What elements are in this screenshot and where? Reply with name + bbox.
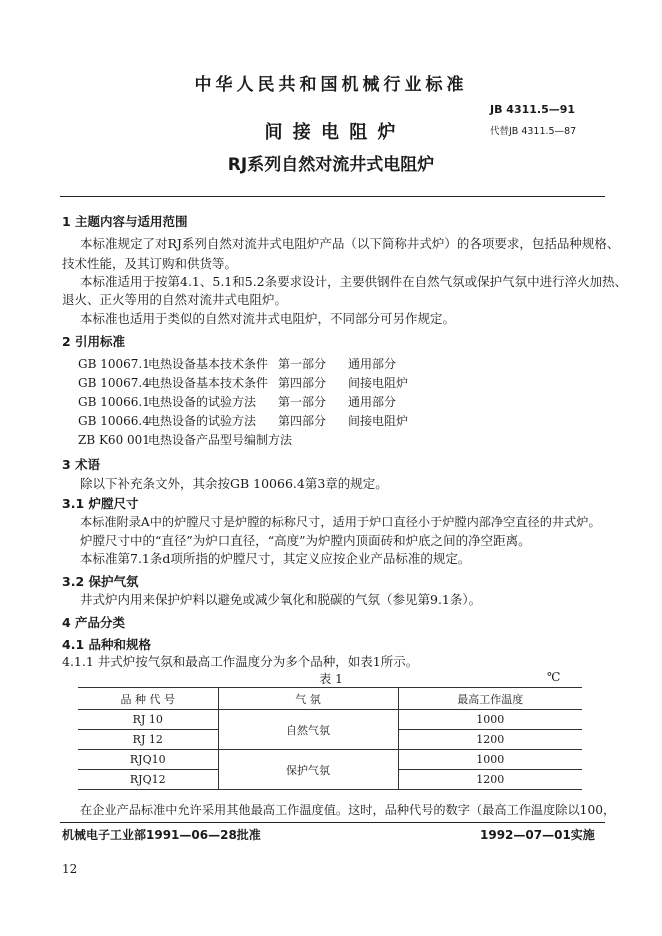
product-variety-table xyxy=(78,687,582,790)
implementation-date: 1992—07—01实施 xyxy=(480,828,595,842)
reference-name: 通用部分 xyxy=(348,357,397,371)
s1-paragraph-2b: 退火、正火等用的自然对流井式电阻炉。 xyxy=(62,292,288,307)
section-3-2-heading: 3.2 保护气氛 xyxy=(62,574,139,589)
page-number: 12 xyxy=(62,862,78,876)
max-temp: 1000 xyxy=(398,750,582,770)
reference-part: 第四部分 xyxy=(278,376,327,390)
s3-1-paragraph-3: 本标准第7.1条d项所指的炉膛尺寸，其定义应按企业产品标准的规定。 xyxy=(80,551,471,566)
section-3-1-heading: 3.1 炉膛尺寸 xyxy=(62,496,139,511)
reference-row xyxy=(78,393,396,410)
reference-part: 第一部分 xyxy=(278,395,327,409)
replaces-note: 代替JB 4311.5—87 xyxy=(490,126,577,137)
reference-row xyxy=(78,355,396,372)
max-temp: 1200 xyxy=(398,730,582,750)
reference-title: 电热设备基本技术条件 xyxy=(148,376,269,390)
reference-row xyxy=(78,431,292,448)
header-rule xyxy=(60,196,605,197)
reference-title: 电热设备基本技术条件 xyxy=(148,357,269,371)
reference-name: 通用部分 xyxy=(348,395,397,409)
s3-1-paragraph-2: 炉膛尺寸中的“直径”为炉口直径，“高度”为炉膛内顶面砖和炉底之间的净空距离。 xyxy=(80,533,531,548)
table-header-row xyxy=(78,688,582,710)
reference-part: 第一部分 xyxy=(278,357,327,371)
header-max-temp: 最高工作温度 xyxy=(398,688,582,710)
reference-title: 电热设备产品型号编制方法 xyxy=(148,433,293,447)
reference-code: ZB K60 001 xyxy=(78,433,150,447)
footer-rule xyxy=(60,822,605,823)
header-variety-code: 品 种 代 号 xyxy=(78,688,218,710)
document-title: 间 接 电 阻 炉 xyxy=(264,122,398,143)
header-atmosphere: 气 氛 xyxy=(218,688,398,710)
s3-paragraph: 除以下补充条文外，其余按GB 10066.4第3章的规定。 xyxy=(80,476,388,491)
variety-code: RJQ10 xyxy=(78,750,218,770)
s1-paragraph-1b: 技术性能，及其订购和供货等。 xyxy=(62,256,238,271)
s1-paragraph-2a: 本标准适用于按第4.1、5.1和5.2条要求设计，主要供钢件在自然气氛或保护气氛中进行淬火加热、 xyxy=(80,274,628,289)
atmosphere-cell: 自然气氛 xyxy=(218,710,398,750)
variety-code: RJQ12 xyxy=(78,770,218,790)
table-row xyxy=(78,750,582,770)
table-unit: ℃ xyxy=(547,670,561,684)
approval-note: 机械电子工业部1991—06—28批准 xyxy=(62,828,261,842)
reference-title: 电热设备的试验方法 xyxy=(148,395,257,409)
reference-name: 间接电阻炉 xyxy=(348,414,409,428)
standard-number: JB 4311.5—91 xyxy=(490,103,576,116)
max-temp: 1200 xyxy=(398,770,582,790)
document-subtitle: RJ系列自然对流井式电阻炉 xyxy=(227,155,435,175)
section-2-heading: 2 引用标准 xyxy=(62,334,126,349)
max-temp: 1000 xyxy=(398,710,582,730)
variety-code: RJ 12 xyxy=(78,730,218,750)
section-4-1-heading: 4.1 品种和规格 xyxy=(62,637,151,652)
reference-code: GB 10067.4 xyxy=(78,376,150,390)
section-4-heading: 4 产品分类 xyxy=(62,615,126,630)
table-caption: 表 1 xyxy=(319,672,343,686)
s1-paragraph-1a: 本标准规定了对RJ系列自然对流井式电阻炉产品（以下简称井式炉）的各项要求，包括品种规格、 xyxy=(80,236,620,251)
reference-name: 间接电阻炉 xyxy=(348,376,409,390)
atmosphere-cell: 保护气氛 xyxy=(218,750,398,790)
reference-row xyxy=(78,412,408,429)
reference-code: GB 10066.4 xyxy=(78,414,150,428)
s3-1-paragraph-1: 本标准附录A中的炉膛尺寸是炉膛的标称尺寸，适用于炉口直径小于炉膛内部净空直径的井式炉。 xyxy=(80,515,601,529)
s1-paragraph-3: 本标准也适用于类似的自然对流井式电阻炉，不同部分可另作规定。 xyxy=(80,311,456,326)
reference-code: GB 10067.1 xyxy=(78,357,150,371)
s4-1-1-paragraph: 4.1.1 井式炉按气氛和最高工作温度分为多个品种，如表1所示。 xyxy=(62,654,419,669)
reference-row xyxy=(78,374,408,391)
reference-part: 第四部分 xyxy=(278,414,327,428)
variety-code: RJ 10 xyxy=(78,710,218,730)
s4-1-1-continuation: 在企业产品标准中允许采用其他最高工作温度值。这时，品种代号的数字（最高工作温度除以100， xyxy=(80,803,616,817)
section-3-heading: 3 术语 xyxy=(62,457,101,472)
reference-code: GB 10066.1 xyxy=(78,395,150,409)
reference-title: 电热设备的试验方法 xyxy=(148,414,257,428)
section-1-heading: 1 主题内容与适用范围 xyxy=(62,214,188,229)
table-row xyxy=(78,710,582,730)
s3-2-paragraph: 井式炉内用来保护炉料以避免或减少氧化和脱碳的气氛（参见第9.1条）。 xyxy=(80,592,482,607)
standard-type-heading: 中华人民共和国机械行业标准 xyxy=(194,75,468,95)
